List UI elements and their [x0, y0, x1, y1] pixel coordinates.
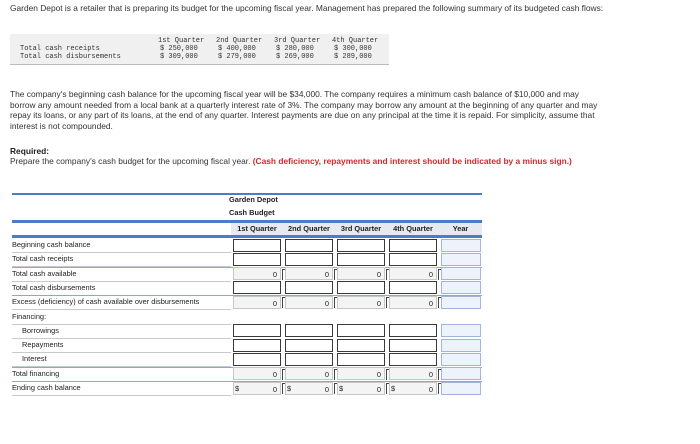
row-label-interest: Interest — [12, 352, 231, 367]
required-note: (Cash deficiency, repayments and interest should be indicated by a minus sign.) — [252, 156, 572, 166]
summary-value: $ 300,000 — [334, 45, 372, 53]
computed-cell: 0 — [389, 367, 437, 380]
summary-value: $ 279,000 — [218, 53, 256, 61]
computed-cell: 0 — [337, 382, 385, 395]
row-label-total-cash-available: Total cash available — [12, 267, 231, 282]
input-beginning-cash-balance-q2[interactable] — [285, 239, 333, 252]
col-header-q4: 4th Quarter — [387, 223, 439, 235]
computed-cell: 0 — [285, 367, 333, 380]
input-beginning-cash-balance-q3[interactable] — [337, 239, 385, 252]
input-beginning-cash-balance-q4[interactable] — [389, 239, 437, 252]
summary-header-q4: 4th Quarter — [332, 37, 379, 45]
summary-header-q2: 2nd Quarter — [216, 37, 263, 45]
row-label-total-financing: Total financing — [12, 367, 231, 382]
input-repayments-q3[interactable] — [337, 339, 385, 352]
input-total-cash-receipts-year[interactable] — [441, 253, 481, 266]
table-top-bar — [12, 193, 482, 195]
cash-budget-table — [12, 193, 482, 393]
input-borrowings-q3[interactable] — [337, 324, 385, 337]
input-repayments-q1[interactable] — [233, 339, 281, 352]
dollar-sign: $ — [287, 383, 292, 393]
input-interest-q1[interactable] — [233, 353, 281, 366]
computed-cell: 0 — [337, 296, 385, 309]
input-total-cash-receipts-q3[interactable] — [337, 253, 385, 266]
input-total-cash-disbursements-q1[interactable] — [233, 281, 281, 294]
computed-cell: 0 — [233, 382, 281, 395]
required-instruction: Prepare the company's cash budget for the upcoming fiscal year. — [10, 156, 251, 166]
budget-title: Cash Budget — [229, 208, 275, 217]
row-label-total-cash-disbursements: Total cash disbursements — [12, 281, 231, 296]
row-label-borrowings: Borrowings — [12, 324, 231, 339]
computed-cell: 0 — [389, 296, 437, 309]
computed-cell: 0 — [389, 267, 437, 280]
input-borrowings-q4[interactable] — [389, 324, 437, 337]
row-label-financing-label: Financing: — [12, 310, 231, 325]
computed-cell: 0 — [285, 267, 333, 280]
input-repayments-year[interactable] — [441, 339, 481, 352]
computed-cell: 0 — [285, 382, 333, 395]
row-label-total-cash-receipts: Total cash receipts — [12, 252, 231, 267]
input-total-cash-disbursements-q3[interactable] — [337, 281, 385, 294]
col-header-year: Year — [439, 223, 482, 235]
col-header-q3: 3rd Quarter — [335, 223, 387, 235]
input-total-financing-year[interactable] — [441, 367, 481, 380]
input-borrowings-year[interactable] — [441, 324, 481, 337]
input-beginning-cash-balance-q1[interactable] — [233, 239, 281, 252]
input-borrowings-q1[interactable] — [233, 324, 281, 337]
input-total-cash-disbursements-year[interactable] — [441, 281, 481, 294]
summary-value: $ 250,000 — [160, 45, 198, 53]
input-interest-q3[interactable] — [337, 353, 385, 366]
summary-label-receipts: Total cash receipts — [20, 45, 100, 53]
computed-cell: 0 — [389, 382, 437, 395]
summary-value: $ 400,000 — [218, 45, 256, 53]
dollar-sign: $ — [391, 383, 396, 393]
input-total-cash-disbursements-q4[interactable] — [389, 281, 437, 294]
dollar-sign: $ — [339, 383, 344, 393]
summary-cash-flows — [10, 34, 389, 65]
required-text — [10, 156, 610, 167]
summary-header-q1: 1st Quarter — [158, 37, 205, 45]
summary-value: $ 269,000 — [276, 53, 314, 61]
computed-cell: 0 — [233, 296, 281, 309]
summary-header-q3: 3rd Quarter — [274, 37, 321, 45]
budget-company: Garden Depot — [229, 195, 278, 204]
computed-cell: 0 — [233, 267, 281, 280]
computed-cell: 0 — [285, 296, 333, 309]
input-borrowings-q2[interactable] — [285, 324, 333, 337]
summary-value: $ 289,000 — [334, 53, 372, 61]
row-label-beginning-cash-balance: Beginning cash balance — [12, 238, 231, 253]
row-label-repayments: Repayments — [12, 338, 231, 353]
assumptions-paragraph: The company's beginning cash balance for the upcoming fiscal year will be $34,000. The company requires a minimum cash balance of $10,000 and may borrow any amount needed from a local bank at a quarterly interest rate of 3%. The company may borrow any amount at the beginning of any quarter and may repay its loans, or any part of its loans, at the end of any quarter. Interest payments are due on any principal at the time it is repaid. For simplicity, assume that interest is not compounded. — [10, 89, 598, 131]
computed-cell: 0 — [337, 367, 385, 380]
input-repayments-q2[interactable] — [285, 339, 333, 352]
input-total-cash-receipts-q4[interactable] — [389, 253, 437, 266]
required-heading: Required: — [10, 146, 50, 156]
input-excess-deficiency-year[interactable] — [441, 296, 481, 309]
input-repayments-q4[interactable] — [389, 339, 437, 352]
input-total-cash-available-year[interactable] — [441, 267, 481, 280]
intro-paragraph: Garden Depot is a retailer that is preparing its budget for the upcoming fiscal year. Management has prepared the following summary of its budgeted cash flows: — [10, 3, 604, 13]
input-interest-q4[interactable] — [389, 353, 437, 366]
row-label-ending-cash-balance: Ending cash balance — [12, 381, 231, 396]
input-interest-q2[interactable] — [285, 353, 333, 366]
col-header-q1: 1st Quarter — [231, 223, 283, 235]
summary-value: $ 280,000 — [276, 45, 314, 53]
input-ending-cash-balance-year[interactable] — [441, 382, 481, 395]
dollar-sign: $ — [235, 383, 240, 393]
computed-cell: 0 — [233, 367, 281, 380]
input-total-cash-disbursements-q2[interactable] — [285, 281, 333, 294]
summary-value: $ 309,000 — [160, 53, 198, 61]
input-interest-year[interactable] — [441, 353, 481, 366]
input-total-cash-receipts-q1[interactable] — [233, 253, 281, 266]
col-header-q2: 2nd Quarter — [283, 223, 335, 235]
input-total-cash-receipts-q2[interactable] — [285, 253, 333, 266]
summary-label-disbursements: Total cash disbursements — [20, 53, 121, 61]
row-label-excess-deficiency: Excess (deficiency) of cash available over disbursements — [12, 295, 231, 310]
input-beginning-cash-balance-year[interactable] — [441, 239, 481, 252]
computed-cell: 0 — [337, 267, 385, 280]
